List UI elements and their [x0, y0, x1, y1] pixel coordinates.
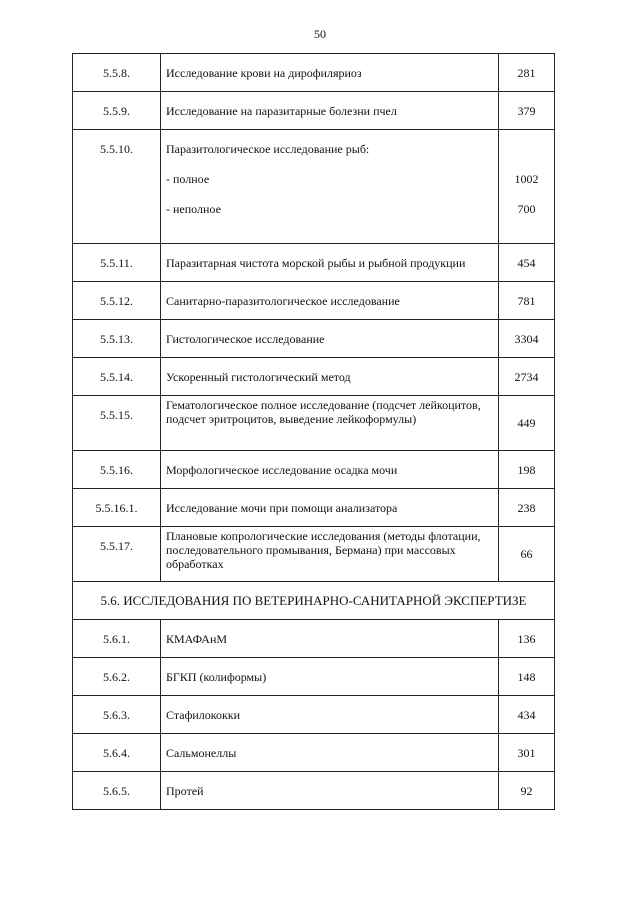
- table-row: [73, 527, 555, 582]
- item-description: Паразитарная чистота морской рыбы и рыбной продукции: [161, 244, 499, 282]
- item-price: 379: [499, 92, 555, 130]
- sub-item-label: - полное: [166, 172, 210, 186]
- item-description: Морфологическое исследование осадка мочи: [161, 451, 499, 489]
- table-row: [73, 696, 555, 734]
- section-title: 5.6. ИССЛЕДОВАНИЯ ПО ВЕТЕРИНАРНО-САНИТАРНОЙ ЭКСПЕРТИЗЕ: [73, 582, 555, 620]
- table-row: [73, 734, 555, 772]
- table-row: [73, 130, 555, 244]
- table-row: [73, 489, 555, 527]
- item-description: Ускоренный гистологический метод: [161, 358, 499, 396]
- item-price: 454: [499, 244, 555, 282]
- item-price: 148: [499, 658, 555, 696]
- item-number: 5.6.2.: [73, 658, 161, 696]
- item-price: 301: [499, 734, 555, 772]
- item-number: 5.5.16.1.: [73, 489, 161, 527]
- item-description: [161, 130, 499, 244]
- item-price: 434: [499, 696, 555, 734]
- item-number: 5.5.11.: [73, 244, 161, 282]
- item-number: 5.5.13.: [73, 320, 161, 358]
- item-description: Гистологическое исследование: [161, 320, 499, 358]
- item-number: 5.6.5.: [73, 772, 161, 810]
- table-row: [73, 396, 555, 451]
- table-row: [73, 451, 555, 489]
- item-number: 5.5.14.: [73, 358, 161, 396]
- item-description: Гематологическое полное исследование (подсчет лейкоцитов, подсчет эритроцитов, выведение лейкоформулы): [161, 396, 499, 451]
- table-row: [73, 244, 555, 282]
- table-row: [73, 92, 555, 130]
- table-row: [73, 658, 555, 696]
- item-price: [499, 130, 555, 244]
- item-description: Исследование на паразитарные болезни пчел: [161, 92, 499, 130]
- table-row: [73, 54, 555, 92]
- section-row: [73, 582, 555, 620]
- item-description: Исследование крови на дирофиляриоз: [161, 54, 499, 92]
- item-description: Исследование мочи при помощи анализатора: [161, 489, 499, 527]
- item-description: Стафилококки: [161, 696, 499, 734]
- item-description-main: Паразитологическое исследование рыб:: [166, 142, 370, 156]
- item-price: 449: [499, 396, 555, 451]
- item-price: 198: [499, 451, 555, 489]
- item-number: 5.5.16.: [73, 451, 161, 489]
- page-number: 50: [314, 27, 326, 41]
- table-row: [73, 320, 555, 358]
- item-price: 238: [499, 489, 555, 527]
- item-description: БГКП (колиформы): [161, 658, 499, 696]
- item-description: Сальмонеллы: [161, 734, 499, 772]
- item-number: 5.5.17.: [73, 527, 161, 582]
- item-description: Протей: [161, 772, 499, 810]
- item-price: 136: [499, 620, 555, 658]
- sub-item-price: 1002: [514, 172, 539, 186]
- item-description: Плановые копрологические исследования (методы флотации, последовательного промывания, Бермана) при массовых обработках: [161, 527, 499, 582]
- item-description: КМАФАнМ: [161, 620, 499, 658]
- sub-item-label: - неполное: [166, 202, 221, 216]
- item-price: 781: [499, 282, 555, 320]
- item-price: 281: [499, 54, 555, 92]
- table-row: [73, 620, 555, 658]
- item-description: Санитарно-паразитологическое исследование: [161, 282, 499, 320]
- item-price: 3304: [499, 320, 555, 358]
- price-table: [72, 53, 555, 810]
- item-number: 5.5.12.: [73, 282, 161, 320]
- table-row: [73, 358, 555, 396]
- table-row: [73, 772, 555, 810]
- item-price: 66: [499, 527, 555, 582]
- item-number: 5.6.3.: [73, 696, 161, 734]
- item-price: 2734: [499, 358, 555, 396]
- item-number: 5.5.8.: [73, 54, 161, 92]
- item-number: 5.6.1.: [73, 620, 161, 658]
- item-number: 5.5.15.: [73, 396, 161, 451]
- item-number: 5.5.9.: [73, 92, 161, 130]
- item-number: 5.6.4.: [73, 734, 161, 772]
- table-row: [73, 282, 555, 320]
- item-number: 5.5.10.: [73, 130, 161, 244]
- sub-item-price: 700: [517, 202, 536, 216]
- item-price: 92: [499, 772, 555, 810]
